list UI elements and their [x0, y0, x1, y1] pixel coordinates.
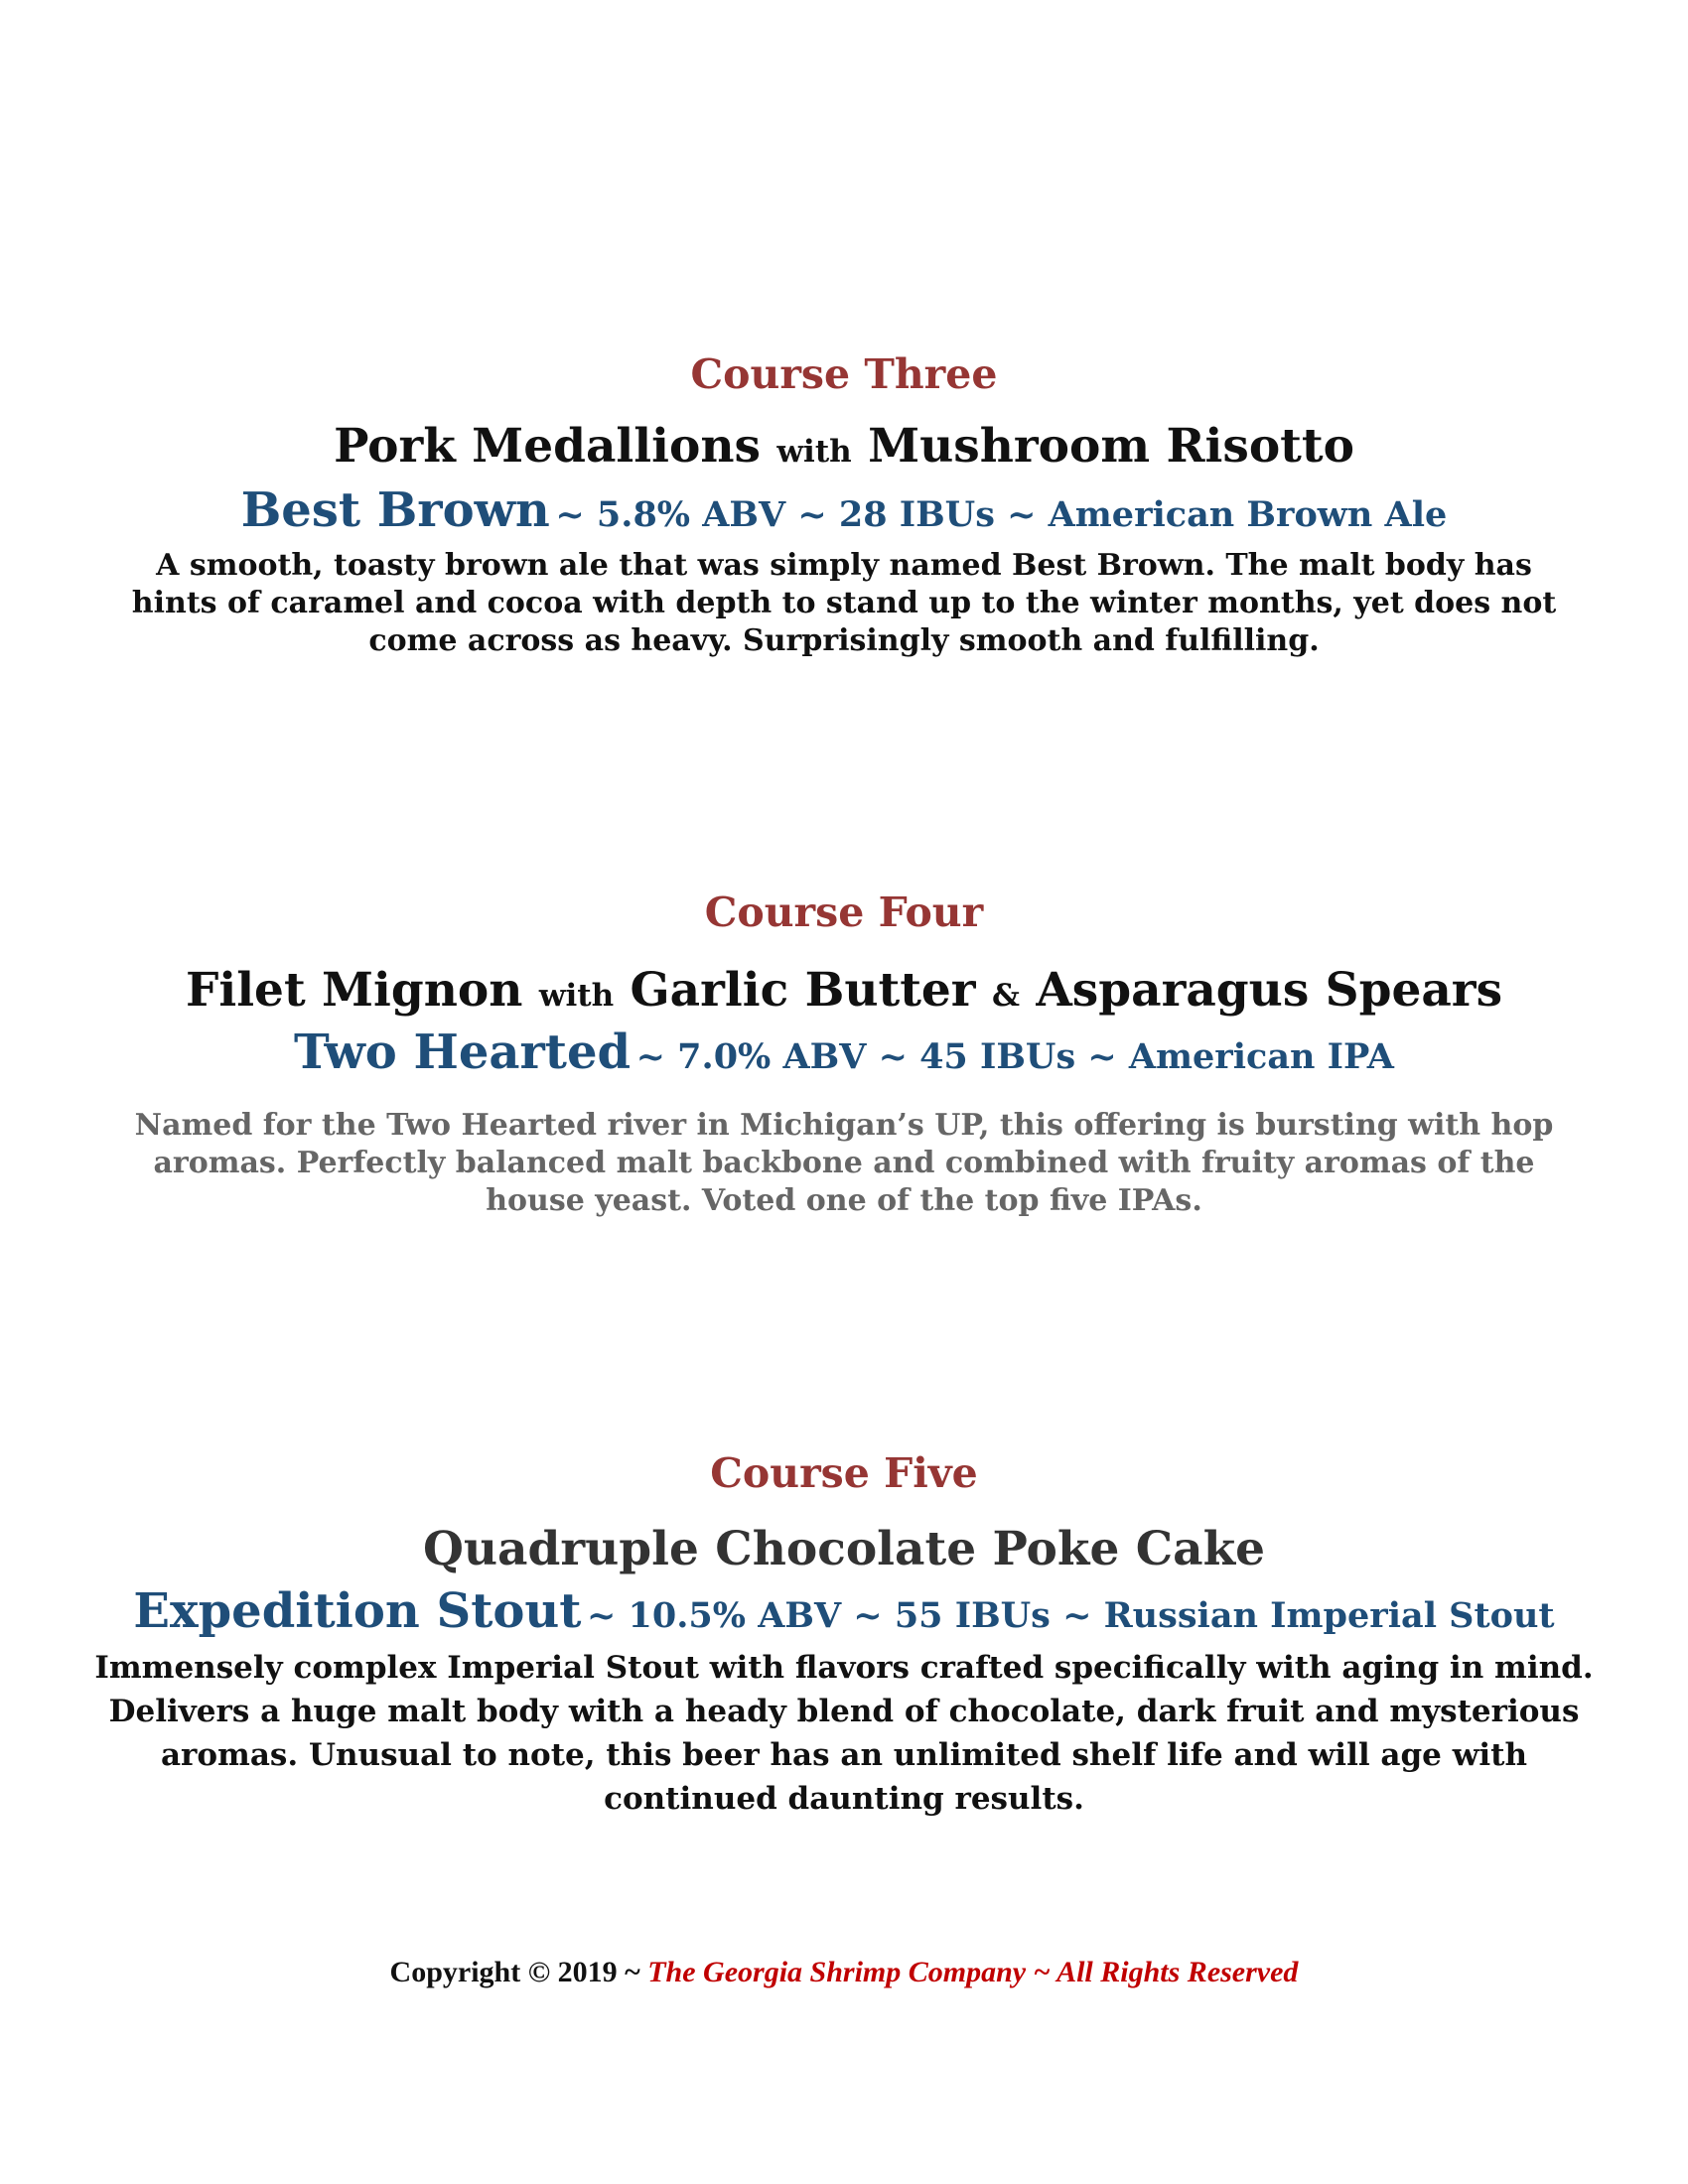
beer-description: [0, 547, 1688, 660]
course-three-section: [0, 352, 1688, 660]
course-title: Course Four: [704, 888, 984, 936]
description-line: Immensely complex Imperial Stout with flavors crafted specifically with aging in mind.: [94, 1649, 1594, 1686]
description-line: A smooth, toasty brown ale that was simply named Best Brown. The malt body has: [156, 547, 1532, 583]
description-line: come across as heavy. Surprisingly smooth and fulfilling.: [368, 622, 1320, 658]
description-line: house yeast. Voted one of the top five IPAs.: [486, 1182, 1202, 1218]
beer-meta: ~ 7.0% ABV ~ 45 IBUs ~ American IPA: [635, 1035, 1394, 1077]
dish-title: [0, 965, 1688, 1017]
dish-main: Filet Mignon: [185, 963, 523, 1019]
description-line: aromas. Unusual to note, this beer has an unlimited shelf life and will age with: [160, 1736, 1528, 1773]
beer-line: [0, 1582, 1688, 1639]
dish-side: Mushroom Risotto: [868, 419, 1354, 475]
beer-name: Expedition Stout: [133, 1582, 582, 1639]
dish-connector: with: [538, 978, 615, 1015]
beer-line: [0, 1026, 1688, 1079]
beer-line: [0, 481, 1688, 538]
dish-title: [0, 421, 1688, 473]
beer-name: Best Brown: [240, 481, 550, 538]
dish-side-2: Asparagus Spears: [1036, 963, 1503, 1019]
beer-description: [0, 1646, 1688, 1821]
description-line: Named for the Two Hearted river in Michigan’s UP, this offering is bursting with hop: [134, 1107, 1554, 1143]
dish-main: Quadruple Chocolate Poke Cake: [422, 1522, 1266, 1577]
course-title: Course Three: [690, 350, 998, 398]
description-line: Delivers a huge malt body with a heady blend of chocolate, dark fruit and mysterious: [108, 1693, 1580, 1729]
dish-main: Pork Medallions: [334, 419, 761, 475]
beer-description: [0, 1107, 1688, 1220]
beer-meta: ~ 10.5% ABV ~ 55 IBUs ~ Russian Imperial Stout: [587, 1594, 1555, 1636]
course-five-section: [0, 1451, 1688, 1821]
copyright-footer: [0, 1956, 1688, 1989]
dish-ampersand: &: [991, 978, 1020, 1015]
dish-connector: with: [776, 434, 852, 471]
description-line: hints of caramel and cocoa with depth to stand up to the winter months, yet does not: [131, 585, 1557, 620]
copyright-company: The Georgia Shrimp Company ~ All Rights Reserved: [647, 1956, 1299, 1988]
course-four-section: [0, 890, 1688, 1220]
beer-name: Two Hearted: [294, 1024, 632, 1080]
course-title: Course Five: [710, 1449, 978, 1497]
copyright-prefix: Copyright © 2019 ~: [389, 1956, 648, 1988]
beer-meta: ~ 5.8% ABV ~ 28 IBUs ~ American Brown Ale: [555, 493, 1448, 535]
description-line: continued daunting results.: [604, 1780, 1084, 1817]
dish-side: Garlic Butter: [630, 963, 976, 1019]
description-line: aromas. Perfectly balanced malt backbone and combined with fruity aromas of the: [153, 1145, 1535, 1180]
dish-title: [0, 1524, 1688, 1575]
